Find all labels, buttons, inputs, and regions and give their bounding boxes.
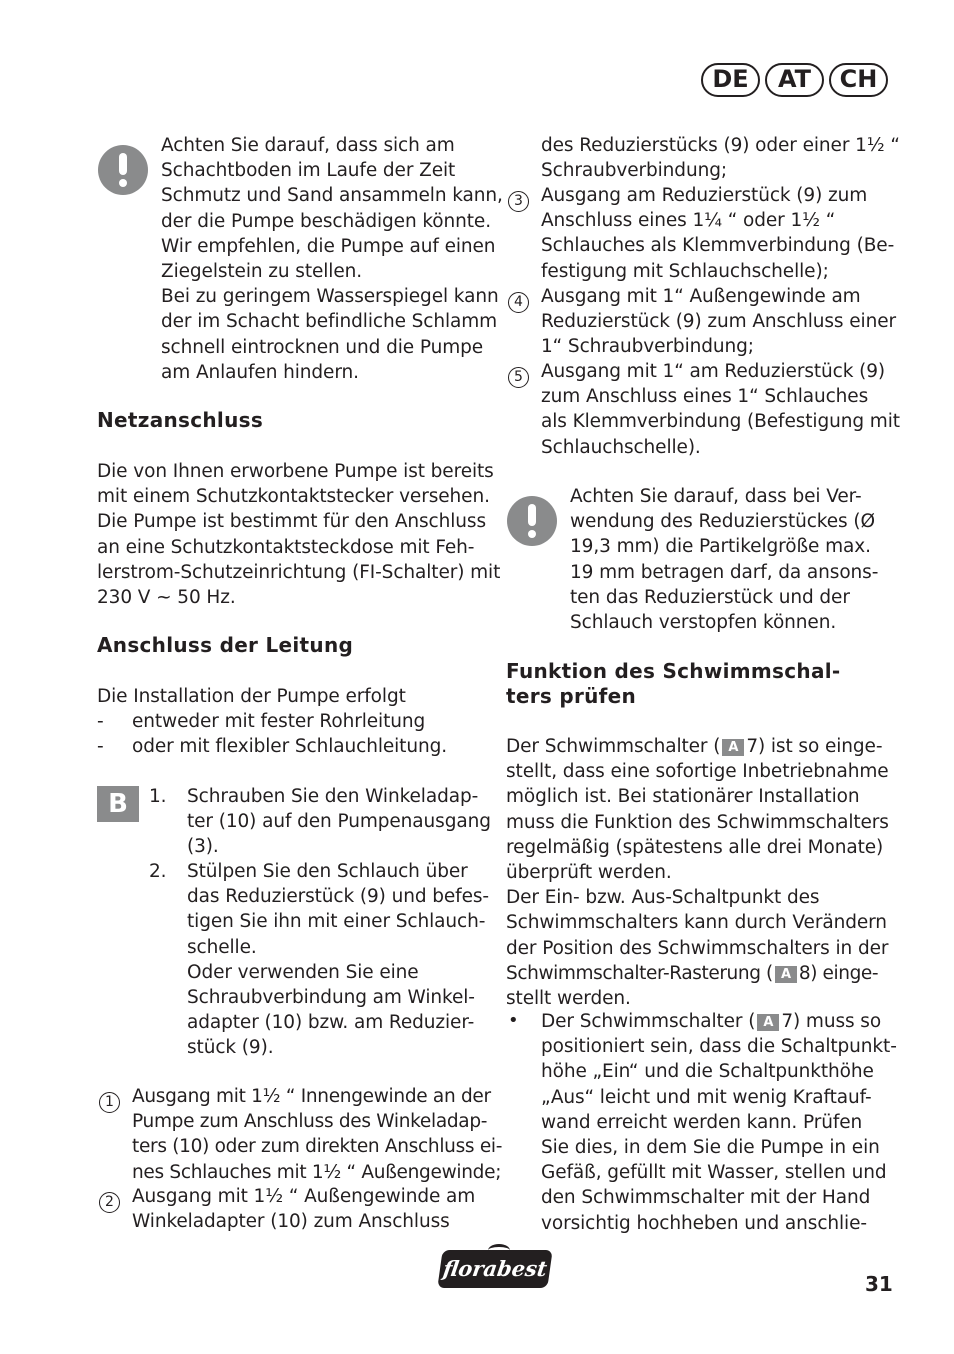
language-badge-de: DE	[701, 63, 760, 97]
figure-reference-a: A	[722, 739, 744, 756]
brand-logo: florabest	[437, 1250, 552, 1288]
output-description: Ausgang mit 1½ “ Außengewinde am Winkeladapter (10) zum Anschluss	[132, 1186, 476, 1233]
output-description-continued: des Reduzierstücks (9) oder einer 1½ “ Schraubverbindung;	[541, 135, 900, 182]
circled-number: 1	[99, 1092, 120, 1113]
circled-number: 3	[508, 191, 529, 212]
output-description: Ausgang mit 1“ am Reduzierstück (9) zum Anschluss eines 1“ Schlauches als Klemmverbindung (Befestigung mit Schlauchschelle).	[541, 361, 900, 458]
page-number: 31	[865, 1272, 893, 1296]
warning-note-particle-size: Achten Sie darauf, dass bei Ver- wendung des Reduzierstückes (Ø 19,3 mm) die Partikelgröße max. 19 mm betragen darf, da ansons- ten das Reduzierstück und der Schlauch verstopfen können.	[570, 486, 879, 634]
warning-icon	[98, 145, 148, 195]
warning-icon	[507, 496, 557, 546]
paragraph-schwimmschalter-setting: Der Schwimmschalter ( A 7) ist so einge- stellt, dass eine sofortige Inbetriebnahme möglich ist. Bei stationärer Installation muss die Funktion des Schwimmschalters regelmäßig (spätestens alle drei Monate) überprüft werden. Der Ein- bzw. Aus-Schaltpunkt des Schwimmschalters kann durch Verändern der Position des Schwimmschalters in der Schwimmschalter-Rasterung ( A 8) einge- stellt werden.	[506, 736, 889, 1010]
paragraph-netzanschluss: Die von Ihnen erworbene Pumpe ist bereits mit einem Schutzkontaktstecker versehen. Die Pumpe ist bestimmt für den Anschluss an eine Schutzkontaktsteckdose mit Feh- lerstrom-Schutzeinrichtung (FI-Schalter) mit 230 V ~ 50 Hz.	[97, 461, 501, 609]
output-description: Ausgang am Reduzierstück (9) zum Anschluss eines 1¼ “ oder 1½ “ Schlauches als Klemmverbindung (Be- festigung mit Schlauchschelle);	[541, 185, 895, 282]
list-dash: -	[97, 711, 104, 732]
heading-netzanschluss: Netzanschluss	[97, 408, 264, 432]
heading-funktion-schwimmschalter: Funktion des Schwimmschal- ters prüfen	[506, 659, 841, 708]
list-dash: -	[97, 736, 104, 757]
step-number: 1.	[149, 786, 167, 807]
warning-note-sediment: Achten Sie darauf, dass sich am Schachtboden im Laufe der Zeit Schmutz und Sand ansammeln kann, der die Pumpe beschädigen könnte. Wir empfehlen, die Pumpe auf einen Ziegelstein zu stellen. Bei zu geringem Wasserspiegel kann der im Schacht befindliche Schlamm schnell eintrocknen und die Pumpe am Anlaufen hindern.	[161, 135, 503, 383]
install-intro: Die Installation der Pumpe erfolgt	[97, 686, 406, 707]
output-description: Ausgang mit 1“ Außengewinde am Reduzierstück (9) zum Anschluss einer 1“ Schraubverbindung;	[541, 286, 896, 358]
output-description: Ausgang mit 1½ “ Innengewinde an der Pumpe zum Anschluss des Winkeladap- ters (10) oder zum direkten Anschluss ei- nes Schlauches mit 1½ “ Außengewinde;	[132, 1086, 503, 1183]
circled-number: 4	[508, 292, 529, 313]
install-option-2: oder mit flexibler Schlauchleitung.	[132, 736, 448, 757]
figure-label-b: B	[97, 786, 139, 822]
circled-number: 2	[99, 1192, 120, 1213]
install-option-1: entweder mit fester Rohrleitung	[132, 711, 426, 732]
bullet-text-schwimmschalter-check: Der Schwimmschalter ( A 7) muss so positioniert sein, dass die Schaltpunkt- höhe „Ein“ und die Schaltpunkthöhe „Aus“ leicht und mit wenig Kraftauf- wand erreicht werden kann. Prüfen Sie dies, in dem Sie die Pumpe in ein Gefäß, gefüllt mit Wasser, stellen und den Schwimmschalter mit der Hand vorsichtig hochheben und anschlie-	[541, 1011, 897, 1234]
language-badge-ch: CH	[829, 63, 888, 97]
step-text: Schrauben Sie den Winkeladap- ter (10) auf den Pumpenausgang (3).	[187, 786, 491, 858]
bullet-point: •	[508, 1010, 519, 1031]
figure-reference-a: A	[775, 966, 797, 983]
figure-reference-a: A	[757, 1014, 779, 1031]
heading-anschluss-leitung: Anschluss der Leitung	[97, 633, 354, 657]
step-text: Stülpen Sie den Schlauch über das Reduzierstück (9) und befes- tigen Sie ihn mit einer Schlauch- schelle. Oder verwenden Sie eine Schraubverbindung am Winkel- adapter (10) bzw. am Reduzier- stück (9).	[187, 861, 489, 1059]
step-number: 2.	[149, 861, 167, 882]
circled-number: 5	[508, 367, 529, 388]
language-badge-at: AT	[765, 63, 824, 97]
